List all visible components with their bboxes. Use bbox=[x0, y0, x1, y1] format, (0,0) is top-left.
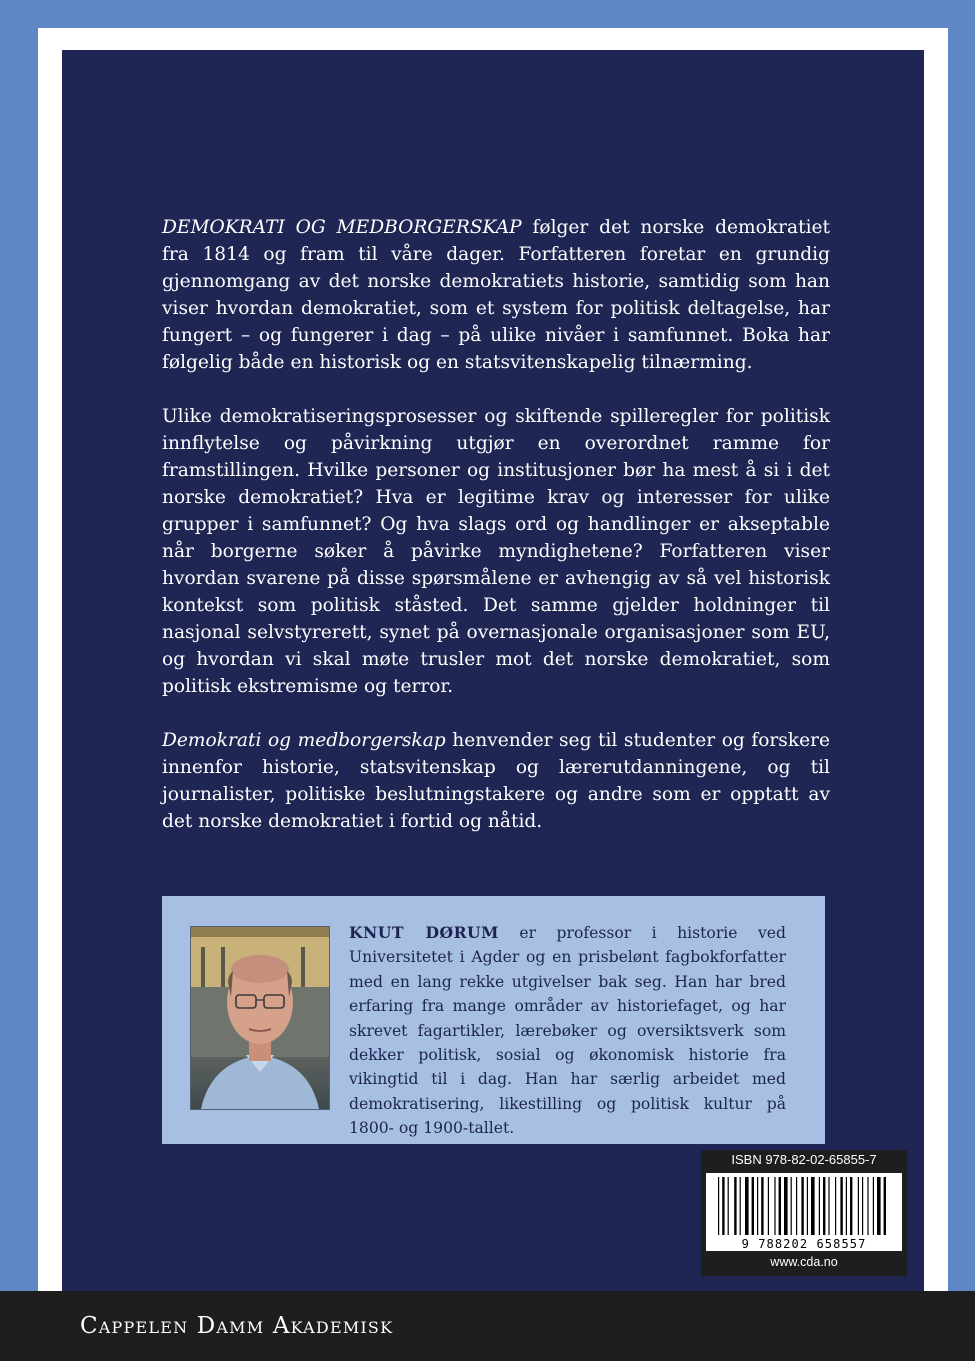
barcode-bar bbox=[862, 1177, 863, 1235]
barcode bbox=[706, 1173, 902, 1251]
barcode-bar bbox=[807, 1177, 808, 1235]
barcode-box bbox=[701, 1150, 907, 1276]
barcode-bars bbox=[706, 1173, 902, 1237]
isbn-label: ISBN 978-82-02-65855-7 bbox=[731, 1152, 877, 1167]
barcode-bar bbox=[835, 1177, 836, 1235]
barcode-bar bbox=[757, 1177, 758, 1235]
barcode-bar bbox=[752, 1177, 754, 1235]
author-name: KNUT DØRUM bbox=[349, 923, 499, 942]
barcode-bar bbox=[734, 1177, 736, 1235]
author-bio bbox=[349, 921, 786, 1141]
book-blurb bbox=[162, 214, 830, 862]
barcode-bar bbox=[718, 1177, 719, 1235]
website-label: www.cda.no bbox=[770, 1255, 838, 1269]
publisher-logo: Cappelen Damm Akademisk bbox=[80, 1313, 394, 1339]
barcode-bar bbox=[840, 1177, 842, 1235]
blurb-paragraph-3 bbox=[162, 727, 830, 835]
author-photo bbox=[190, 926, 330, 1110]
book-title-caps: DEMOKRATI OG MEDBORGERSKAP bbox=[162, 217, 522, 238]
author-bio-text: er professor i historie ved Universitetet i Agder og en prisbelønt fagbokforfatter med en lang rekke utgivelser bak seg. Han har bred erfaring fra mange områder av historiefaget, og har skrevet fagartikler, lærebøker og oversiktsverk som dekker politisk, sosial og økonomisk historie fra vikingtid til i dag. Han har særlig arbeidet med demokratisering, likestilling og politisk kultur på 1800- og 1900-tallet. bbox=[349, 924, 786, 1138]
blurb-text-1: følger det norske demokratiet fra 1814 og fram til våre dager. Forfatteren foretar en grundig gjennomgang av det norske demokratiets historie, samtidig som han viser hvordan demokratiet, som et system for politisk deltagelse, har fungert – og fungerer i dag – på ulike nivåer i samfunnet. Boka har følgelig både en historisk og en statsvitenskapelig tilnærming. bbox=[162, 217, 830, 373]
barcode-bar bbox=[796, 1177, 797, 1235]
barcode-bar bbox=[877, 1177, 881, 1235]
barcode-digits: 9 788202 658557 bbox=[741, 1237, 867, 1251]
barcode-bar bbox=[722, 1177, 724, 1235]
blurb-paragraph-2 bbox=[162, 403, 830, 700]
barcode-bar bbox=[873, 1177, 874, 1235]
blurb-text-2: Ulike demokratiseringsprosesser og skiftende spilleregler for politisk innflytelse og påvirkning utgjør en overordnet ramme for framstillingen. Hvilke personer og institusjoner bør ha mest å si i det norske demokratiet? Hva er legitime krav og interesser for ulike grupper i samfunnet? Og hva slags ord og handlinger er akseptable når borgerne søker å påvirke myndighetene? Forfatteren viser hvordan svarene på disse spørsmålene er avhengig av så vel historisk kontekst som politisk ståsted. Det samme gjelder holdninger til nasjonal selvstyrerett, synet på overnasjonale organisasjoner som EU, og hvordan vi skal møte trusler mot det norske demokratiet, som politisk ekstremisme og terror. bbox=[162, 406, 830, 697]
barcode-bar bbox=[850, 1177, 852, 1235]
publisher-footer bbox=[0, 1291, 975, 1361]
barcode-bar bbox=[745, 1177, 749, 1235]
barcode-bar bbox=[728, 1177, 729, 1235]
barcode-bar bbox=[823, 1177, 825, 1235]
barcode-bar bbox=[801, 1177, 803, 1235]
barcode-bar bbox=[774, 1177, 775, 1235]
barcode-bar bbox=[811, 1177, 815, 1235]
author-portrait-illustration bbox=[191, 927, 329, 1109]
barcode-bar bbox=[819, 1177, 820, 1235]
barcode-bar bbox=[784, 1177, 788, 1235]
barcode-bar bbox=[761, 1177, 763, 1235]
barcode-bar bbox=[884, 1177, 886, 1235]
barcode-bar bbox=[828, 1177, 829, 1235]
barcode-bar bbox=[740, 1177, 741, 1235]
barcode-bar bbox=[858, 1177, 859, 1235]
blurb-paragraph-1 bbox=[162, 214, 830, 376]
barcode-bar bbox=[867, 1177, 868, 1235]
barcode-bar bbox=[791, 1177, 792, 1235]
blurb-text-3: henvender seg til studenter og forskere innenfor historie, statsvitenskap og lærerutdanningene, og til journalister, politiske beslutningstakere og andre som er opptatt av det norske demokratiet i fortid og nåtid. bbox=[162, 730, 830, 832]
barcode-bar bbox=[768, 1177, 769, 1235]
book-title-italic: Demokrati og medborgerskap bbox=[162, 730, 446, 751]
author-box bbox=[162, 896, 825, 1144]
barcode-bar bbox=[779, 1177, 781, 1235]
barcode-bar bbox=[846, 1177, 847, 1235]
